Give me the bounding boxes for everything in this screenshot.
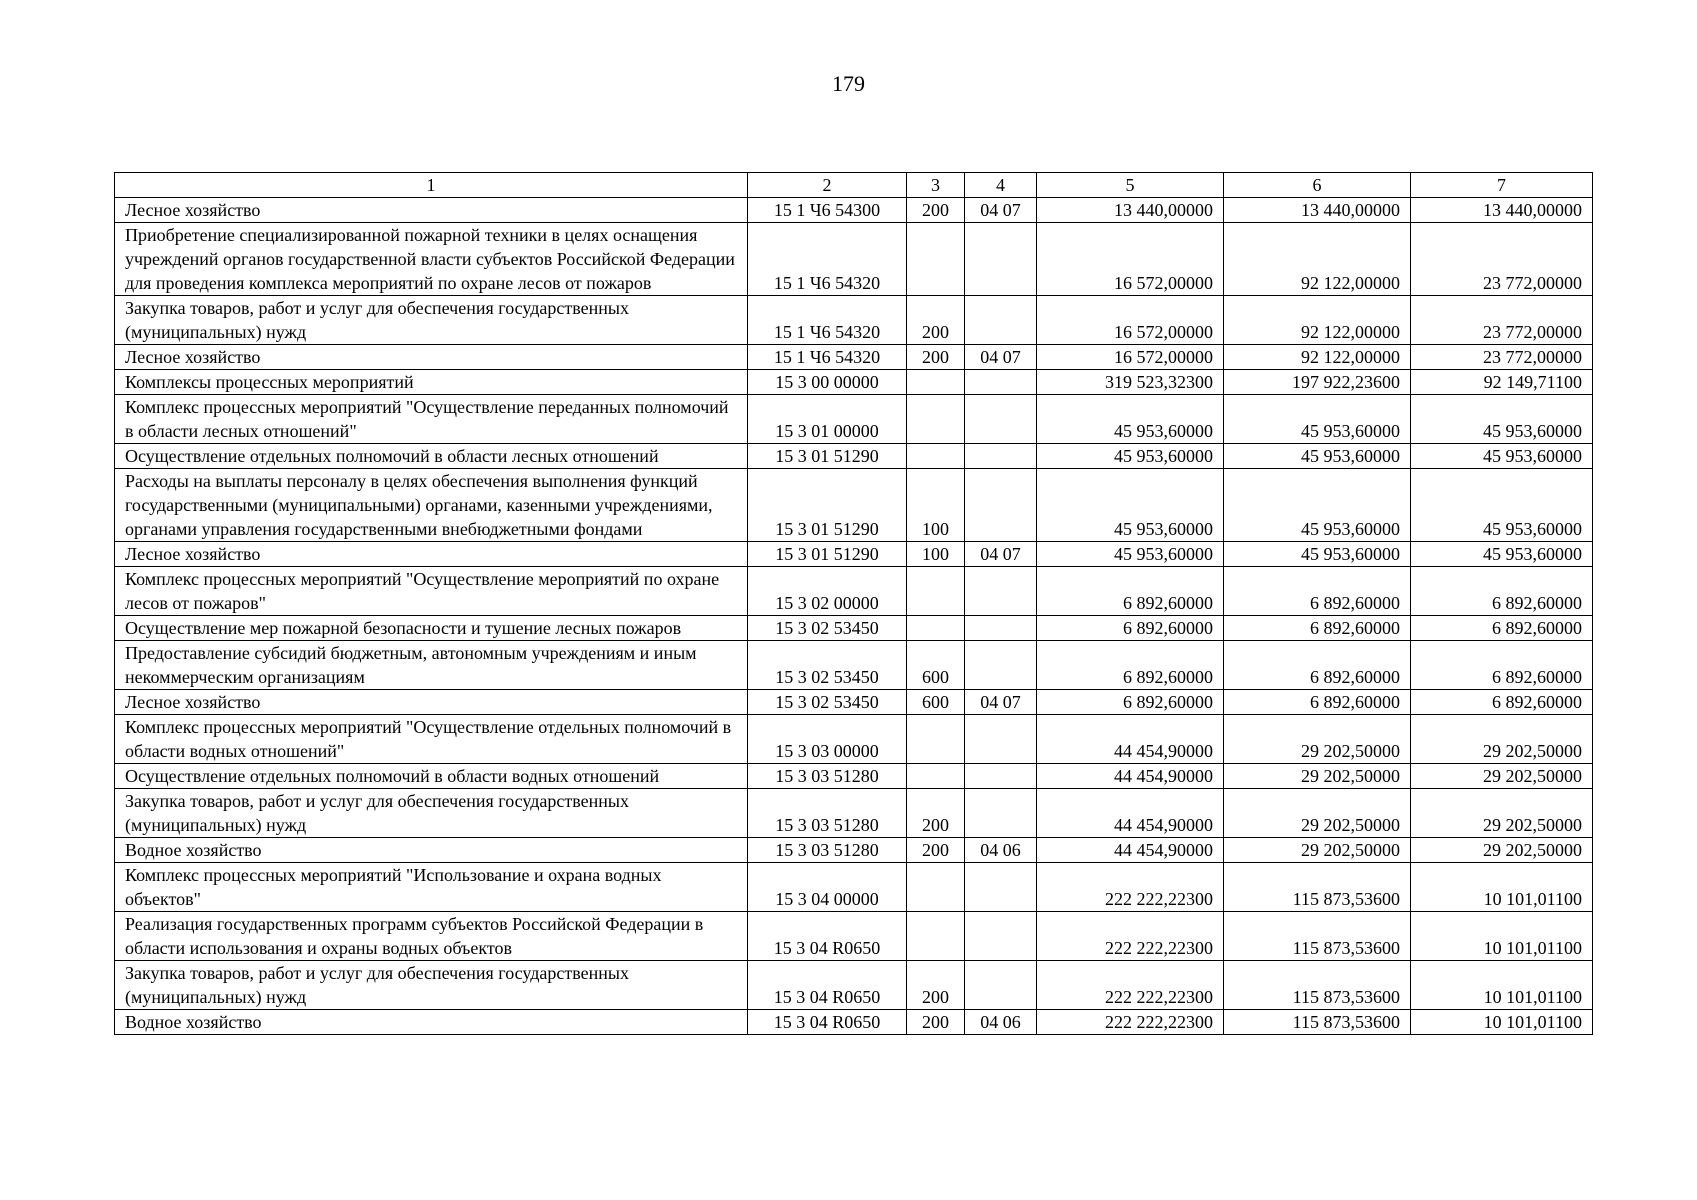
amount-cell-col7: 29 202,50000: [1411, 764, 1593, 789]
row-name-cell: Осуществление отдельных полномочий в области лесных отношений: [115, 444, 748, 469]
expense-type-cell: 100: [907, 469, 965, 542]
amount-cell-col5: 45 953,60000: [1037, 395, 1224, 444]
section-code-cell: [965, 370, 1037, 395]
row-name-cell: Комплексы процессных мероприятий: [115, 370, 748, 395]
target-code-cell: 15 3 01 51290: [748, 542, 907, 567]
row-name-cell: Комплекс процессных мероприятий "Использование и охрана водных объектов": [115, 863, 748, 912]
amount-cell-col5: 44 454,90000: [1037, 789, 1224, 838]
expense-type-cell: 100: [907, 542, 965, 567]
section-code-cell: 04 06: [965, 1010, 1037, 1035]
table-row: [115, 863, 1593, 912]
amount-cell-col6: 6 892,60000: [1224, 690, 1411, 715]
amount-cell-col5: 44 454,90000: [1037, 715, 1224, 764]
expense-type-cell: 200: [907, 345, 965, 370]
table-row: [115, 1010, 1593, 1035]
row-name-cell: Водное хозяйство: [115, 838, 748, 863]
target-code-cell: 15 3 02 53450: [748, 641, 907, 690]
target-code-cell: 15 3 04 R0650: [748, 912, 907, 961]
amount-cell-col5: 16 572,00000: [1037, 296, 1224, 345]
amount-cell-col6: 29 202,50000: [1224, 764, 1411, 789]
expense-type-cell: [907, 223, 965, 296]
amount-cell-col7: 45 953,60000: [1411, 469, 1593, 542]
expense-type-cell: [907, 715, 965, 764]
target-code-cell: 15 3 02 53450: [748, 616, 907, 641]
section-code-cell: 04 07: [965, 690, 1037, 715]
expense-type-cell: [907, 444, 965, 469]
budget-table: [114, 172, 1593, 1035]
table-row: [115, 789, 1593, 838]
amount-cell-col7: 6 892,60000: [1411, 690, 1593, 715]
amount-cell-col5: 6 892,60000: [1037, 641, 1224, 690]
amount-cell-col5: 44 454,90000: [1037, 838, 1224, 863]
amount-cell-col6: 115 873,53600: [1224, 1010, 1411, 1035]
row-name-cell: Закупка товаров, работ и услуг для обеспечения государственных (муниципальных) нужд: [115, 296, 748, 345]
target-code-cell: 15 1 Ч6 54320: [748, 223, 907, 296]
amount-cell-col5: 16 572,00000: [1037, 345, 1224, 370]
amount-cell-col7: 29 202,50000: [1411, 838, 1593, 863]
expense-type-cell: [907, 764, 965, 789]
row-name-cell: Лесное хозяйство: [115, 690, 748, 715]
expense-type-cell: 600: [907, 641, 965, 690]
amount-cell-col5: 222 222,22300: [1037, 863, 1224, 912]
row-name-cell: Расходы на выплаты персоналу в целях обеспечения выполнения функций государственными (муниципальными) органами, казенными учреждениями, органами управления государственными внебюджетными фондами: [115, 469, 748, 542]
target-code-cell: 15 3 03 00000: [748, 715, 907, 764]
column-header: 1: [115, 173, 748, 198]
amount-cell-col6: 29 202,50000: [1224, 838, 1411, 863]
table-row: [115, 370, 1593, 395]
section-code-cell: [965, 616, 1037, 641]
row-name-cell: Лесное хозяйство: [115, 345, 748, 370]
amount-cell-col5: 6 892,60000: [1037, 567, 1224, 616]
amount-cell-col6: 6 892,60000: [1224, 567, 1411, 616]
page-number: 179: [832, 71, 865, 96]
row-name-cell: Лесное хозяйство: [115, 198, 748, 223]
amount-cell-col7: 45 953,60000: [1411, 395, 1593, 444]
table-row: [115, 961, 1593, 1010]
section-code-cell: 04 07: [965, 345, 1037, 370]
amount-cell-col6: 115 873,53600: [1224, 863, 1411, 912]
section-code-cell: [965, 764, 1037, 789]
amount-cell-col6: 92 122,00000: [1224, 223, 1411, 296]
row-name-cell: Приобретение специализированной пожарной техники в целях оснащения учреждений органов государственной власти субъектов Российской Федерации для проведения комплекса мероприятий по охране лесов от пожаров: [115, 223, 748, 296]
table-row: [115, 345, 1593, 370]
column-header: 5: [1037, 173, 1224, 198]
section-code-cell: [965, 961, 1037, 1010]
amount-cell-col7: 10 101,01100: [1411, 912, 1593, 961]
amount-cell-col6: 45 953,60000: [1224, 444, 1411, 469]
section-code-cell: 04 07: [965, 542, 1037, 567]
row-name-cell: Реализация государственных программ субъектов Российской Федерации в области использования и охраны водных объектов: [115, 912, 748, 961]
amount-cell-col5: 16 572,00000: [1037, 223, 1224, 296]
amount-cell-col6: 13 440,00000: [1224, 198, 1411, 223]
section-code-cell: 04 06: [965, 838, 1037, 863]
row-name-cell: Осуществление отдельных полномочий в области водных отношений: [115, 764, 748, 789]
target-code-cell: 15 1 Ч6 54320: [748, 345, 907, 370]
expense-type-cell: 200: [907, 961, 965, 1010]
section-code-cell: [965, 296, 1037, 345]
table-row: [115, 223, 1593, 296]
amount-cell-col5: 222 222,22300: [1037, 961, 1224, 1010]
amount-cell-col6: 197 922,23600: [1224, 370, 1411, 395]
amount-cell-col6: 45 953,60000: [1224, 395, 1411, 444]
expense-type-cell: [907, 370, 965, 395]
amount-cell-col7: 10 101,01100: [1411, 961, 1593, 1010]
target-code-cell: 15 3 04 R0650: [748, 961, 907, 1010]
amount-cell-col6: 92 122,00000: [1224, 296, 1411, 345]
section-code-cell: [965, 469, 1037, 542]
amount-cell-col6: 45 953,60000: [1224, 469, 1411, 542]
row-name-cell: Закупка товаров, работ и услуг для обеспечения государственных (муниципальных) нужд: [115, 789, 748, 838]
expense-type-cell: [907, 567, 965, 616]
target-code-cell: 15 3 01 51290: [748, 444, 907, 469]
table-row: [115, 764, 1593, 789]
expense-type-cell: 200: [907, 789, 965, 838]
expense-type-cell: [907, 912, 965, 961]
section-code-cell: [965, 641, 1037, 690]
target-code-cell: 15 1 Ч6 54300: [748, 198, 907, 223]
amount-cell-col7: 23 772,00000: [1411, 223, 1593, 296]
expense-type-cell: [907, 616, 965, 641]
amount-cell-col5: 13 440,00000: [1037, 198, 1224, 223]
amount-cell-col6: 115 873,53600: [1224, 961, 1411, 1010]
column-header: 4: [965, 173, 1037, 198]
amount-cell-col7: 29 202,50000: [1411, 789, 1593, 838]
section-code-cell: [965, 715, 1037, 764]
column-header: 6: [1224, 173, 1411, 198]
amount-cell-col5: 6 892,60000: [1037, 616, 1224, 641]
table-row: [115, 198, 1593, 223]
row-name-cell: Водное хозяйство: [115, 1010, 748, 1035]
table-row: [115, 715, 1593, 764]
target-code-cell: 15 3 02 53450: [748, 690, 907, 715]
row-name-cell: Комплекс процессных мероприятий "Осуществление мероприятий по охране лесов от пожаров": [115, 567, 748, 616]
expense-type-cell: 200: [907, 198, 965, 223]
section-code-cell: [965, 395, 1037, 444]
amount-cell-col6: 29 202,50000: [1224, 715, 1411, 764]
target-code-cell: 15 3 03 51280: [748, 764, 907, 789]
amount-cell-col7: 23 772,00000: [1411, 345, 1593, 370]
expense-type-cell: 200: [907, 1010, 965, 1035]
amount-cell-col6: 29 202,50000: [1224, 789, 1411, 838]
expense-type-cell: 200: [907, 838, 965, 863]
table-row: [115, 567, 1593, 616]
amount-cell-col7: 45 953,60000: [1411, 542, 1593, 567]
target-code-cell: 15 3 01 00000: [748, 395, 907, 444]
table-row: [115, 912, 1593, 961]
header-row: [115, 173, 1593, 198]
table-row: [115, 616, 1593, 641]
amount-cell-col6: 115 873,53600: [1224, 912, 1411, 961]
table-row: [115, 690, 1593, 715]
target-code-cell: 15 3 01 51290: [748, 469, 907, 542]
section-code-cell: [965, 223, 1037, 296]
amount-cell-col7: 29 202,50000: [1411, 715, 1593, 764]
table-row: [115, 542, 1593, 567]
section-code-cell: [965, 912, 1037, 961]
table-row: [115, 469, 1593, 542]
amount-cell-col5: 45 953,60000: [1037, 444, 1224, 469]
row-name-cell: Осуществление мер пожарной безопасности и тушение лесных пожаров: [115, 616, 748, 641]
amount-cell-col5: 319 523,32300: [1037, 370, 1224, 395]
row-name-cell: Комплекс процессных мероприятий "Осуществление переданных полномочий в области лесных отношений": [115, 395, 748, 444]
table-row: [115, 641, 1593, 690]
amount-cell-col6: 6 892,60000: [1224, 616, 1411, 641]
amount-cell-col7: 6 892,60000: [1411, 641, 1593, 690]
amount-cell-col5: 222 222,22300: [1037, 1010, 1224, 1035]
section-code-cell: [965, 789, 1037, 838]
target-code-cell: 15 3 04 R0650: [748, 1010, 907, 1035]
table-row: [115, 296, 1593, 345]
target-code-cell: 15 1 Ч6 54320: [748, 296, 907, 345]
amount-cell-col5: 222 222,22300: [1037, 912, 1224, 961]
target-code-cell: 15 3 02 00000: [748, 567, 907, 616]
section-code-cell: [965, 567, 1037, 616]
expense-type-cell: [907, 395, 965, 444]
amount-cell-col5: 6 892,60000: [1037, 690, 1224, 715]
amount-cell-col7: 10 101,01100: [1411, 863, 1593, 912]
amount-cell-col5: 44 454,90000: [1037, 764, 1224, 789]
amount-cell-col5: 45 953,60000: [1037, 542, 1224, 567]
amount-cell-col7: 6 892,60000: [1411, 567, 1593, 616]
target-code-cell: 15 3 04 00000: [748, 863, 907, 912]
column-header: 2: [748, 173, 907, 198]
expense-type-cell: 600: [907, 690, 965, 715]
amount-cell-col6: 92 122,00000: [1224, 345, 1411, 370]
table-row: [115, 838, 1593, 863]
column-header: 3: [907, 173, 965, 198]
amount-cell-col7: 6 892,60000: [1411, 616, 1593, 641]
section-code-cell: [965, 863, 1037, 912]
table-row: [115, 444, 1593, 469]
table-body: [115, 173, 1593, 1035]
section-code-cell: 04 07: [965, 198, 1037, 223]
expense-type-cell: [907, 863, 965, 912]
amount-cell-col6: 6 892,60000: [1224, 641, 1411, 690]
amount-cell-col7: 92 149,71100: [1411, 370, 1593, 395]
row-name-cell: Закупка товаров, работ и услуг для обеспечения государственных (муниципальных) нужд: [115, 961, 748, 1010]
row-name-cell: Комплекс процессных мероприятий "Осуществление отдельных полномочий в области водных отношений": [115, 715, 748, 764]
target-code-cell: 15 3 00 00000: [748, 370, 907, 395]
section-code-cell: [965, 444, 1037, 469]
amount-cell-col5: 45 953,60000: [1037, 469, 1224, 542]
target-code-cell: 15 3 03 51280: [748, 838, 907, 863]
amount-cell-col7: 13 440,00000: [1411, 198, 1593, 223]
table-row: [115, 395, 1593, 444]
row-name-cell: Лесное хозяйство: [115, 542, 748, 567]
amount-cell-col7: 23 772,00000: [1411, 296, 1593, 345]
expense-type-cell: 200: [907, 296, 965, 345]
target-code-cell: 15 3 03 51280: [748, 789, 907, 838]
amount-cell-col7: 10 101,01100: [1411, 1010, 1593, 1035]
row-name-cell: Предоставление субсидий бюджетным, автономным учреждениям и иным некоммерческим организациям: [115, 641, 748, 690]
amount-cell-col7: 45 953,60000: [1411, 444, 1593, 469]
amount-cell-col6: 45 953,60000: [1224, 542, 1411, 567]
column-header: 7: [1411, 173, 1593, 198]
